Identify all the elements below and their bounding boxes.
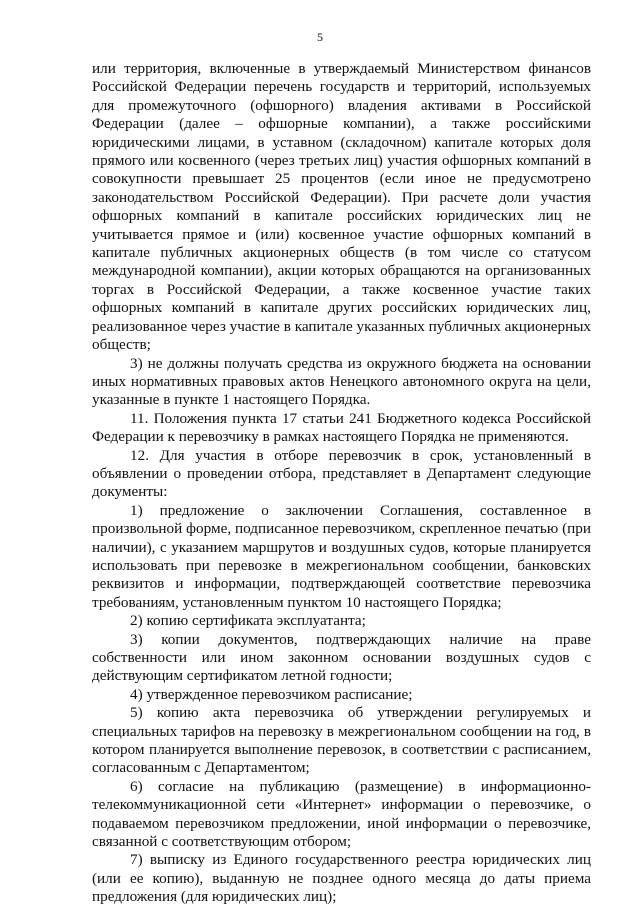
list-item-schedule: 4) утвержденное перевозчиком расписание; [130,685,413,703]
list-item-proposal: 1) предложение о заключении Соглашения, составленное в произвольной форме, подписанное перевозчиком, скрепленное печатью (при наличии), с указанием маршрутов и воздушных судов, которые планируется использовать при перевозке в межрегиональном сообщении, банковских реквизитов и информации, подтверждающей соответствие перевозчика требованиям, установленным пунктом 10 настоящего Порядка; [92,501,591,611]
paragraph-clause-12: 12. Для участия в отборе перевозчик в срок, установленный в объявлении о проведении отбора, представляет в Департамент следующие документы: [92,446,591,501]
paragraph-clause-11: 11. Положения пункта 17 статьи 241 Бюджетного кодекса Российской Федерации к перевозчику в рамках настоящего Порядка не применяются. [92,409,591,446]
list-item-registry-extract: 7) выписку из Единого государственного реестра юридических лиц (или ее копию), выданную не позднее одного месяца до даты приема предложения (для юридических лиц); [92,851,591,906]
page-number: 5 [317,30,323,44]
paragraph-item-3-budget: 3) не должны получать средства из окружного бюджета на основании иных нормативных правовых актов Ненецкого автономного округа на цели, указанные в пункте 1 настоящего Порядка. [92,354,591,409]
document-body [92,60,591,907]
list-item-tariff-act: 5) копию акта перевозчика об утверждении регулируемых и специальных тарифов на перевозку в межрегиональном сообщении на год, в котором планируется выполнение перевозок, в соответствии с расписанием, согласованным с Департаментом; [92,704,591,777]
paragraph-offshore-continuation: или территория, включенные в утверждаемый Министерством финансов Российской Федерации перечень государств и территорий, используемых для промежуточного (офшорного) владения активами в Российской Федерации (далее – офшорные компании), а также российскими юридическими лицами, в уставном (складочном) капитале которых доля прямого или косвенного (через третьих лиц) участия офшорных компаний в совокупности превышает 25 процентов (если иное не предусмотрено законодательством Российской Федерации). При расчете доли участия офшорных компаний в капитале российских юридических лиц не учитывается прямое и (или) косвенное участие офшорных компаний в капитале публичных акционерных обществ (в том числе со статусом международной компании), акции которых обращаются на организованных торгах в Российской Федерации, а также косвенное участие таких офшорных компаний в капитале других российских юридических лиц, реализованное через участие в капитале указанных публичных акционерных обществ; [92,60,591,354]
list-item-publication-consent: 6) согласие на публикацию (размещение) в информационно-телекоммуникационной сети «Интернет» информации о перевозчике, о подаваемом перевозчиком предложении, иной информации о перевозчике, связанной с соответствующим отбором; [92,777,591,851]
list-item-ownership-documents: 3) копии документов, подтверждающих наличие на праве собственности или ином законном основании воздушных судов с действующим сертификатом летной годности; [92,630,591,685]
list-item-certificate: 2) копию сертификата эксплуатанта; [130,612,366,630]
